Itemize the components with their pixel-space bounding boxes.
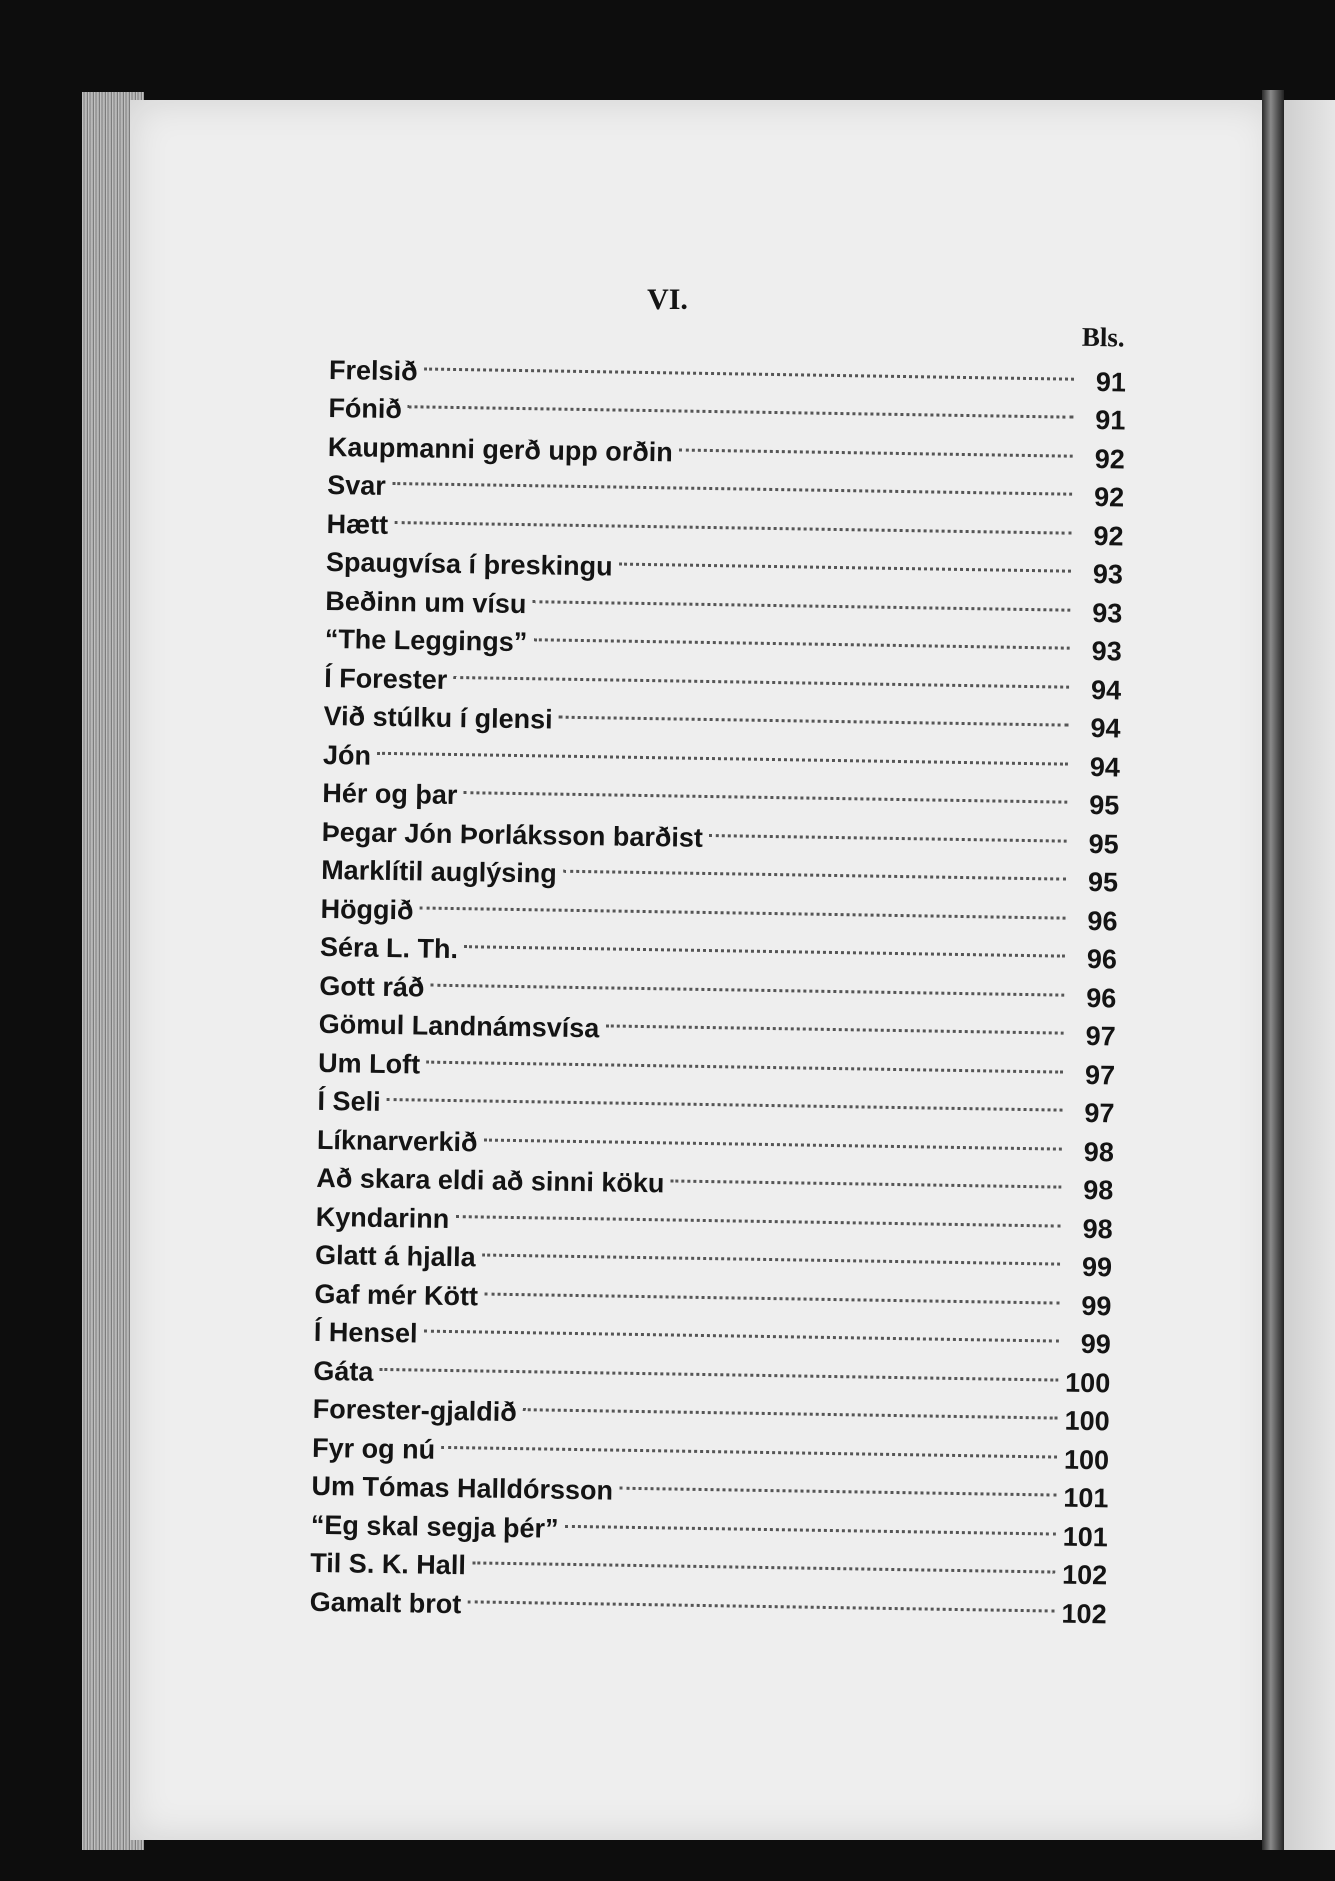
toc-entry-title: Gott ráð	[319, 970, 425, 1003]
toc-entry-page-number: 91	[1095, 405, 1126, 436]
toc-entry-title: Frelsið	[328, 354, 418, 386]
toc-entry-page-number: 96	[1086, 943, 1118, 975]
toc-entry-page-number: 99	[1081, 1290, 1112, 1321]
page-column-header: Bls.	[1081, 321, 1125, 353]
book-gutter	[1262, 90, 1284, 1850]
toc-entry-page-number: 96	[1086, 982, 1117, 1013]
toc-entry-page-number: 100	[1063, 1444, 1110, 1475]
toc-entry-title: “Eg skal segja þér”	[310, 1509, 559, 1544]
toc-entry-page-number: 93	[1092, 597, 1123, 628]
toc-entry-title: Við stúlku í glensi	[323, 700, 553, 735]
toc-entry-page-number: 97	[1084, 1059, 1116, 1090]
toc-entry-title: Fyr og nú	[311, 1432, 436, 1465]
toc-entry-page-number: 99	[1080, 1328, 1112, 1360]
toc-entry-page-number: 92	[1094, 443, 1125, 475]
toc-entry-title: Í Hensel	[313, 1316, 418, 1349]
toc-entry-title: Séra L. Th.	[319, 931, 459, 965]
toc-entry-page-number: 93	[1092, 559, 1124, 590]
toc-entry-page-number: 102	[1061, 1559, 1108, 1591]
dot-leader	[709, 808, 1067, 852]
toc-entry-title: Gömul Landnámsvísa	[318, 1008, 600, 1044]
toc-entry-title: Gáta	[313, 1355, 374, 1387]
toc-entry-page-number: 95	[1087, 866, 1119, 898]
toc-entry-page-number: 101	[1062, 1521, 1109, 1552]
toc-entry-page-number: 99	[1081, 1251, 1113, 1283]
toc-entry-title: Til S. K. Hall	[310, 1547, 467, 1581]
toc-entry-page-number: 100	[1064, 1367, 1111, 1398]
table-of-contents	[309, 310, 1127, 1629]
toc-entry-page-number: 94	[1089, 751, 1121, 782]
toc-entry-page-number: 91	[1095, 366, 1127, 398]
toc-entry-page-number: 98	[1082, 1213, 1113, 1244]
toc-entry-title: Höggið	[320, 893, 414, 925]
toc-entry-page-number: 102	[1061, 1598, 1107, 1629]
toc-entry-page-number: 101	[1063, 1482, 1109, 1514]
toc-entry-page-number: 100	[1064, 1405, 1110, 1437]
facing-page-edge	[1284, 100, 1335, 1850]
toc-entry-title: Gaf mér Kött	[314, 1278, 479, 1311]
toc-entry-title: Gamalt brot	[309, 1586, 462, 1619]
toc-entry-title: Forester-gjaldið	[312, 1393, 517, 1428]
toc-entry-page-number: 94	[1090, 674, 1122, 705]
toc-entry-title: Svar	[327, 469, 387, 501]
toc-entry-page-number: 95	[1089, 789, 1120, 821]
toc-entry-title: Fónið	[328, 392, 403, 425]
toc-entry-title: Líknarverkið	[316, 1124, 478, 1157]
toc-entry-title: Um Tómas Halldórsson	[311, 1470, 614, 1506]
toc-entry-title: Þegar Jón Þorláksson barðist	[321, 816, 704, 853]
toc-entry-title: Um Loft	[317, 1047, 421, 1080]
toc-entry-title: Glatt á hjalla	[314, 1239, 476, 1273]
toc-entry-title: Hér og þar	[322, 777, 458, 811]
toc-entry-list	[309, 340, 1127, 1629]
dot-leader	[670, 1154, 1061, 1199]
toc-entry-page-number: 97	[1085, 1020, 1116, 1052]
toc-entry-page-number: 92	[1093, 520, 1124, 551]
dot-leader	[679, 423, 1074, 468]
toc-entry-page-number: 96	[1087, 905, 1118, 936]
toc-entry-title: Að skara eldi að sinni köku	[316, 1162, 665, 1199]
toc-entry-page-number: 94	[1090, 712, 1121, 744]
toc-entry-page-number: 95	[1088, 828, 1119, 859]
toc-entry-page-number: 98	[1082, 1174, 1114, 1206]
toc-entry-title: Kyndarinn	[315, 1201, 450, 1234]
toc-entry-title: “The Leggings”	[324, 623, 528, 658]
toc-entry-page-number: 97	[1084, 1097, 1115, 1129]
toc-entry-title: Kaupmanni gerð upp orðin	[327, 431, 674, 467]
toc-entry-title: Spaugvísa í þreskingu	[325, 546, 613, 582]
toc-entry-title: Marklítil auglýsing	[320, 854, 557, 889]
toc-entry-title: Hætt	[326, 508, 389, 540]
toc-entry-title: Í Forester	[323, 662, 448, 695]
toc-entry-title: Í Seli	[317, 1085, 381, 1117]
toc-entry-page-number: 98	[1083, 1136, 1115, 1167]
toc-entry-title: Jón	[322, 739, 372, 771]
toc-entry-page-number: 93	[1091, 636, 1122, 667]
toc-entry-page-number: 92	[1093, 482, 1125, 513]
toc-entry-title: Beðinn um vísu	[325, 585, 527, 619]
page-number-roman: VI.	[647, 283, 688, 316]
